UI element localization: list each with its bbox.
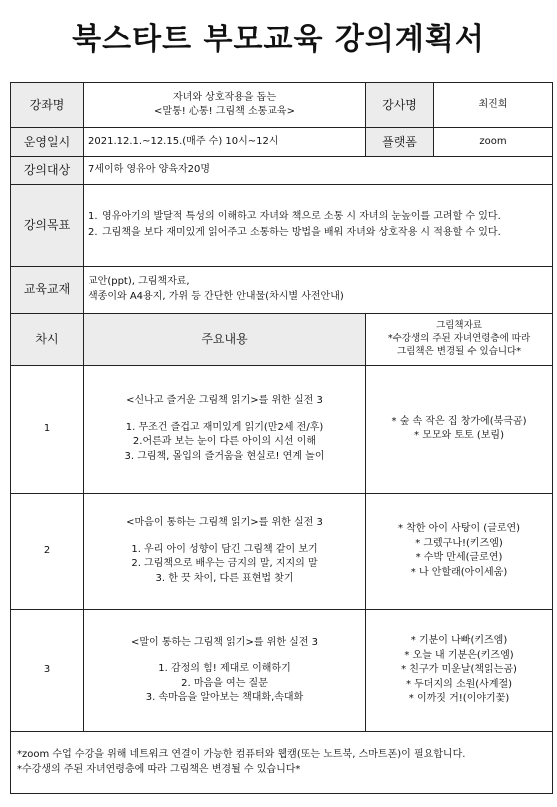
course-name-label: 강좌명 — [11, 83, 84, 128]
session-header-row — [11, 314, 553, 366]
session-header: 차시 — [11, 314, 84, 366]
course-row — [11, 83, 553, 128]
session-row — [11, 365, 553, 493]
platform-value: zoom — [434, 128, 553, 157]
session-books: * 착한 아이 사탕이 (글로연) * 그렜구나!(키즈엠) * 수박 만세(글로연) * 나 안할래(아이세움) — [366, 493, 553, 610]
goal-value — [84, 185, 553, 267]
course-name-value — [84, 83, 366, 128]
course-title: <말통! 心통! 그림책 소통교육> — [154, 106, 295, 118]
session-books: * 숲 속 작은 집 창가에(북극곰) * 모모와 토토 (보림) — [366, 365, 553, 493]
session-content: <말이 통하는 그림책 읽기>를 위한 실전 3 1. 감정의 힘! 제대로 이해하기 2. 마음을 여는 질문 3. 속마음을 알아보는 책대화,속대화 — [84, 610, 366, 732]
audience-row — [11, 157, 553, 185]
session-content: <신나고 즐거운 그림책 읽기>를 위한 실전 3 1. 무조건 즐겁고 재미있게 읽기(만2세 전/후) 2.어른과 보는 눈이 다른 아이의 시선 이해 3. 그림책, 몰입의 즐거움을 현실로! 연계 놀이 — [84, 365, 366, 493]
notes — [11, 732, 553, 794]
note-item: *zoom 수업 수강을 위해 네트워크 연결이 가능한 컴퓨터와 웹캠(또는 노트북, 스마트폰)이 필요합니다. — [17, 749, 466, 761]
goal-item: 2. 그림책을 보다 재미있게 읽어주고 소통하는 방법을 배워 자녀와 상호작용 시 적용할 수 있다. — [88, 226, 501, 238]
session-number: 2 — [11, 493, 84, 610]
audience-label: 강의대상 — [11, 157, 84, 185]
lecture-plan-table — [10, 82, 553, 794]
materials-row — [11, 266, 553, 313]
audience-value: 7세이하 영유아 양육자20명 — [84, 157, 553, 185]
schedule-value: 2021.12.1.~12.15.(매주 수) 10시~12시 — [84, 128, 366, 157]
session-row — [11, 610, 553, 732]
session-books: * 기분이 나빠(키즈엠) * 오늘 내 기분은(키즈엠) * 친구가 미운날(책읽는곰) * 두더지의 소원(사계절) * 이까짓 거!(이야기꽃) — [366, 610, 553, 732]
books-header: 그림책자료 *수강생의 주된 자녀연령층에 따라 그림책은 변경될 수 있습니다* — [366, 314, 553, 366]
session-number: 1 — [11, 365, 84, 493]
course-subtitle: 자녀와 상호작용을 돕는 — [173, 91, 276, 103]
page-title: 북스타트 부모교육 강의계획서 — [72, 22, 485, 57]
note-item: *수강생의 주된 자녀연령층에 따라 그림책은 변경될 수 있습니다* — [17, 763, 301, 775]
session-row — [11, 493, 553, 610]
goal-row — [11, 185, 553, 267]
session-content: <마음이 통하는 그림책 읽기>를 위한 실전 3 1. 우리 아이 성향이 담긴 그림책 같이 보기 2. 그림책으로 배우는 금지의 말, 지지의 말 3. 한 끗 차이, 다른 표현법 찾기 — [84, 493, 366, 610]
goal-item: 1. 영유아기의 발달적 특성의 이해하고 자녀와 책으로 소통 시 자녀의 눈높이를 고려할 수 있다. — [88, 211, 501, 223]
instructor-label: 강사명 — [366, 83, 434, 128]
session-number: 3 — [11, 610, 84, 732]
goal-label: 강의목표 — [11, 185, 84, 267]
schedule-label: 운영일시 — [11, 128, 84, 157]
schedule-row — [11, 128, 553, 157]
notes-row — [11, 732, 553, 794]
platform-label: 플랫폼 — [366, 128, 434, 157]
instructor-value: 최진희 — [434, 83, 553, 128]
materials-value: 교안(ppt), 그림책자료, 색종이와 A4용지, 가위 등 간단한 안내물(차시별 사전안내) — [84, 266, 553, 313]
content-header: 주요내용 — [84, 314, 366, 366]
materials-label: 교육교재 — [11, 266, 84, 313]
